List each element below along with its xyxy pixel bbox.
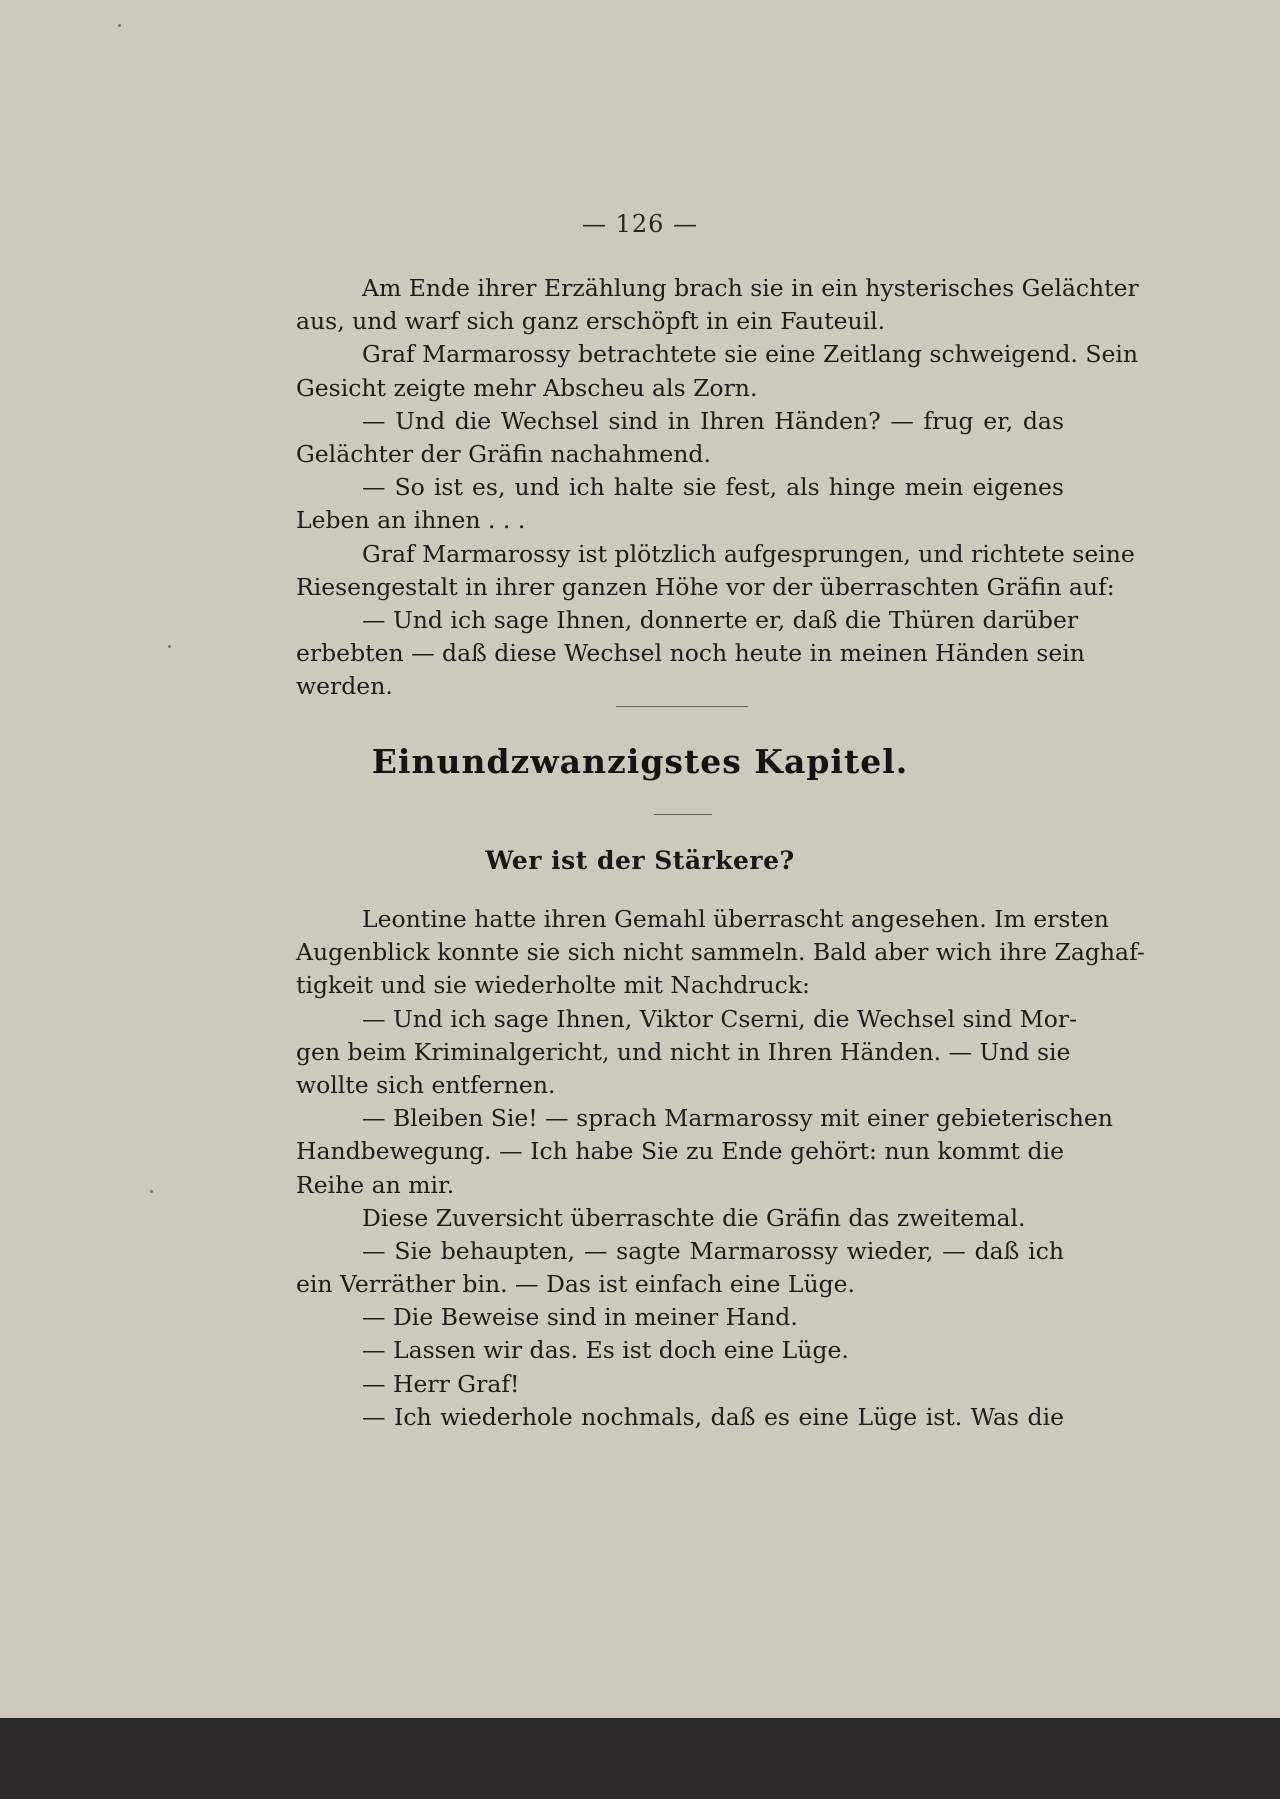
text-line: — Herr Graf! — [362, 1369, 520, 1398]
page-number: — 126 — — [581, 210, 699, 238]
text-line: aus, und warf sich ganz erschöpft in ein Fauteuil. — [296, 307, 886, 336]
text-line: Am Ende ihrer Erzählung brach sie in ein hysterisches Gelächter — [362, 274, 1139, 302]
scan-background-band — [0, 1718, 1280, 1799]
chapter-title: Einundzwanzigstes Kapitel. — [371, 742, 909, 781]
text-line: — So ist es, und ich halte sie fest, als hinge mein eigenes — [362, 473, 1064, 502]
text-line: — Bleiben Sie! — sprach Marmarossy mit einer gebieterischen — [362, 1104, 1113, 1133]
chapter-subtitle: Wer ist der Stärkere? — [485, 846, 795, 875]
text-line: — Und die Wechsel sind in Ihren Händen? — frug er, das — [362, 406, 1064, 435]
text-line: Handbewegung. — Ich habe Sie zu Ende gehört: nun kommt die — [296, 1137, 1064, 1166]
text-line: Gesicht zeigte mehr Abscheu als Zorn. — [296, 373, 758, 402]
title-divider — [654, 814, 712, 815]
text-line: erbebten — daß diese Wechsel noch heute in meinen Händen sein — [296, 639, 1085, 668]
text-line: Reihe an mir. — [296, 1170, 455, 1199]
text-line: wollte sich entfernen. — [296, 1070, 556, 1099]
text-block-lower — [296, 903, 1145, 1434]
text-line: gen beim Kriminalgericht, und nicht in Ihren Händen. — Und sie — [296, 1037, 1071, 1066]
text-line: Gelächter der Gräfin nachahmend. — [296, 439, 711, 468]
text-line: — Und ich sage Ihnen, donnerte er, daß die Thüren darüber — [362, 605, 1079, 634]
text-line: Leontine hatte ihren Gemahl überrascht angesehen. Im ersten — [362, 905, 1109, 933]
text-line: Diese Zuversicht überraschte die Gräfin das zweitemal. — [362, 1203, 1026, 1232]
paper-speck — [168, 645, 171, 648]
text-line: Augenblick konnte sie sich nicht sammeln. Bald aber wich ihre Zaghaf- — [296, 938, 1145, 967]
text-line: ein Verräther bin. — Das ist einfach eine Lüge. — [296, 1270, 856, 1299]
section-divider — [616, 706, 748, 707]
text-line: Graf Marmarossy ist plötzlich aufgesprungen, und richtete seine — [362, 539, 1135, 568]
text-line: — Sie behaupten, — sagte Marmarossy wieder, — daß ich — [362, 1236, 1064, 1265]
text-line: Riesengestalt in ihrer ganzen Höhe vor der überraschten Gräfin auf: — [296, 572, 1115, 601]
text-line: — Ich wiederhole nochmals, daß es eine Lüge ist. Was die — [362, 1402, 1064, 1431]
paper-speck — [118, 24, 121, 27]
text-line: tigkeit und sie wiederholte mit Nachdruck: — [296, 971, 810, 1000]
text-line: werden. — [296, 672, 393, 701]
text-line: — Lassen wir das. Es ist doch eine Lüge. — [362, 1336, 849, 1365]
text-block-upper — [296, 272, 1139, 703]
paper-speck — [150, 1190, 153, 1193]
text-line: — Die Beweise sind in meiner Hand. — [362, 1303, 798, 1332]
text-line: Leben an ihnen . . . — [296, 506, 526, 535]
text-line: Graf Marmarossy betrachtete sie eine Zeitlang schweigend. Sein — [362, 340, 1139, 369]
text-line: — Und ich sage Ihnen, Viktor Cserni, die Wechsel sind Mor- — [362, 1004, 1078, 1033]
